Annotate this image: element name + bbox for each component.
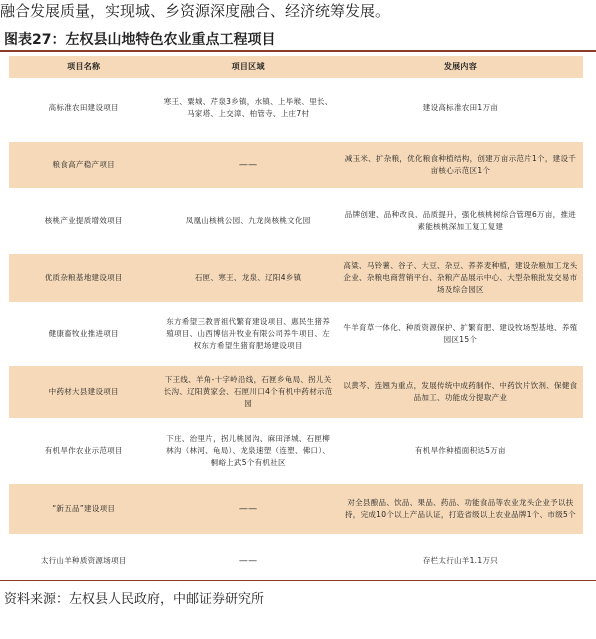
development-content-cell: 存栏太行山羊1.1万只	[422, 556, 499, 565]
header-development-content: 发展内容	[443, 62, 478, 71]
project-area-cell: 下王线、羊角-十字岭沿线，石匣乡龟局、拐儿关长沟、辽阳黄家会、石匣川口4个有机中药材示范园	[163, 375, 333, 408]
table-row	[8, 426, 584, 476]
development-content-cell: 以黄芩、连翘为重点，发展传统中成药制作、中药饮片饮剂、保健食品加工、功能成分提取产业	[343, 381, 578, 402]
table-header-row	[8, 55, 584, 79]
table-row	[8, 310, 584, 358]
project-area-cell: ——	[238, 556, 258, 566]
development-content-cell: 高粱、马铃薯、谷子、大豆、杂豆、荞荞麦种植，建设杂粮加工龙头企业、杂粮电商营销平台、杂粮产品展示中心、大型杂粮批发交易市场及综合园区	[343, 261, 578, 294]
project-area-cell: 凤凰山核桃公园、九龙岗核桃文化园	[185, 216, 311, 225]
project-name-cell: 健康畜牧业推进项目	[48, 329, 119, 338]
development-content-cell: 品牌创建、品种改良、品质提升，强化核桃树综合管理6万亩，推进素能核桃深加工复工复建	[344, 210, 577, 231]
project-name-cell: 有机旱作农业示范项目	[44, 446, 123, 455]
project-area-cell: ——	[238, 504, 258, 514]
table-row	[8, 253, 584, 303]
title-rule	[0, 50, 596, 52]
figure-title: 图表27：左权县山地特色农业重点工程项目	[4, 32, 276, 48]
project-name-cell: 粮食高产稳产项目	[52, 160, 115, 169]
table-row	[8, 483, 584, 535]
development-content-cell: 减玉米、扩杂粮，优化粮食种植结构，创建万亩示范片1个，建设千亩核心示范区1个	[344, 154, 577, 175]
project-name-cell: 高标准农田建设项目	[48, 103, 119, 112]
project-area-cell: 石匣、寒王、龙泉、辽阳4乡镇	[194, 273, 302, 282]
table-row	[8, 196, 584, 246]
project-table	[8, 55, 584, 587]
development-content-cell: 牛羊育草一体化、种质资源保护、扩繁育肥、建设牧场型基地、养殖园区15个	[343, 323, 578, 344]
project-name-cell: 太行山羊种质资源场项目	[40, 556, 127, 565]
project-area-cell: ——	[238, 160, 258, 170]
development-content-cell: 建设高标准农田1万亩	[422, 103, 499, 112]
project-area-cell: 东方希望三教晋祖代繁育建设项目、惠民生猪养殖项目、山西博信升牧业有限公司养牛项目、左权东方希望生猪育肥场建设项目	[166, 317, 331, 350]
table-row	[8, 82, 584, 134]
project-name-cell: 核桃产业提质增效项目	[44, 216, 123, 225]
header-project-area: 项目区域	[231, 62, 265, 71]
development-content-cell: 有机旱作种植面积达5万亩	[414, 446, 506, 455]
project-area-cell: 下庄、治里片，拐儿桃园沟、麻田泽城、石匣柳林沟（林河、龟局）、龙泉速塑（连塑、佛口）、桐峪上武5个有机社区	[166, 434, 331, 467]
intro-text: 融合发展质量，实现城、乡资源深度融合、经济统筹发展。	[0, 2, 391, 20]
development-content-cell: 对全县酿品、饮品、果品、药品、功能食品等农业龙头企业予以扶持，完成10个以上产品认证，打造省级以上农业品牌1个、市级5个	[344, 498, 576, 519]
header-project-name: 项目名称	[67, 62, 101, 71]
figure-title-row	[0, 30, 596, 52]
project-name-cell: 中药材大县建设项目	[48, 387, 119, 396]
table-row	[8, 365, 584, 419]
project-name-cell: “新五品”建设项目	[52, 504, 116, 513]
table-row	[8, 141, 584, 189]
bottom-rule	[0, 580, 596, 581]
project-area-cell: 寒王、粟城、芹泉3乡镇，水镇、上毕堠、里长、马家塔、上交漳、柏管寺、上庄7村	[163, 97, 333, 118]
source-note: 资料来源：左权县人民政府，中邮证券研究所	[4, 592, 265, 607]
table-row	[8, 542, 584, 580]
project-name-cell: 优质杂粮基地建设项目	[44, 273, 123, 282]
